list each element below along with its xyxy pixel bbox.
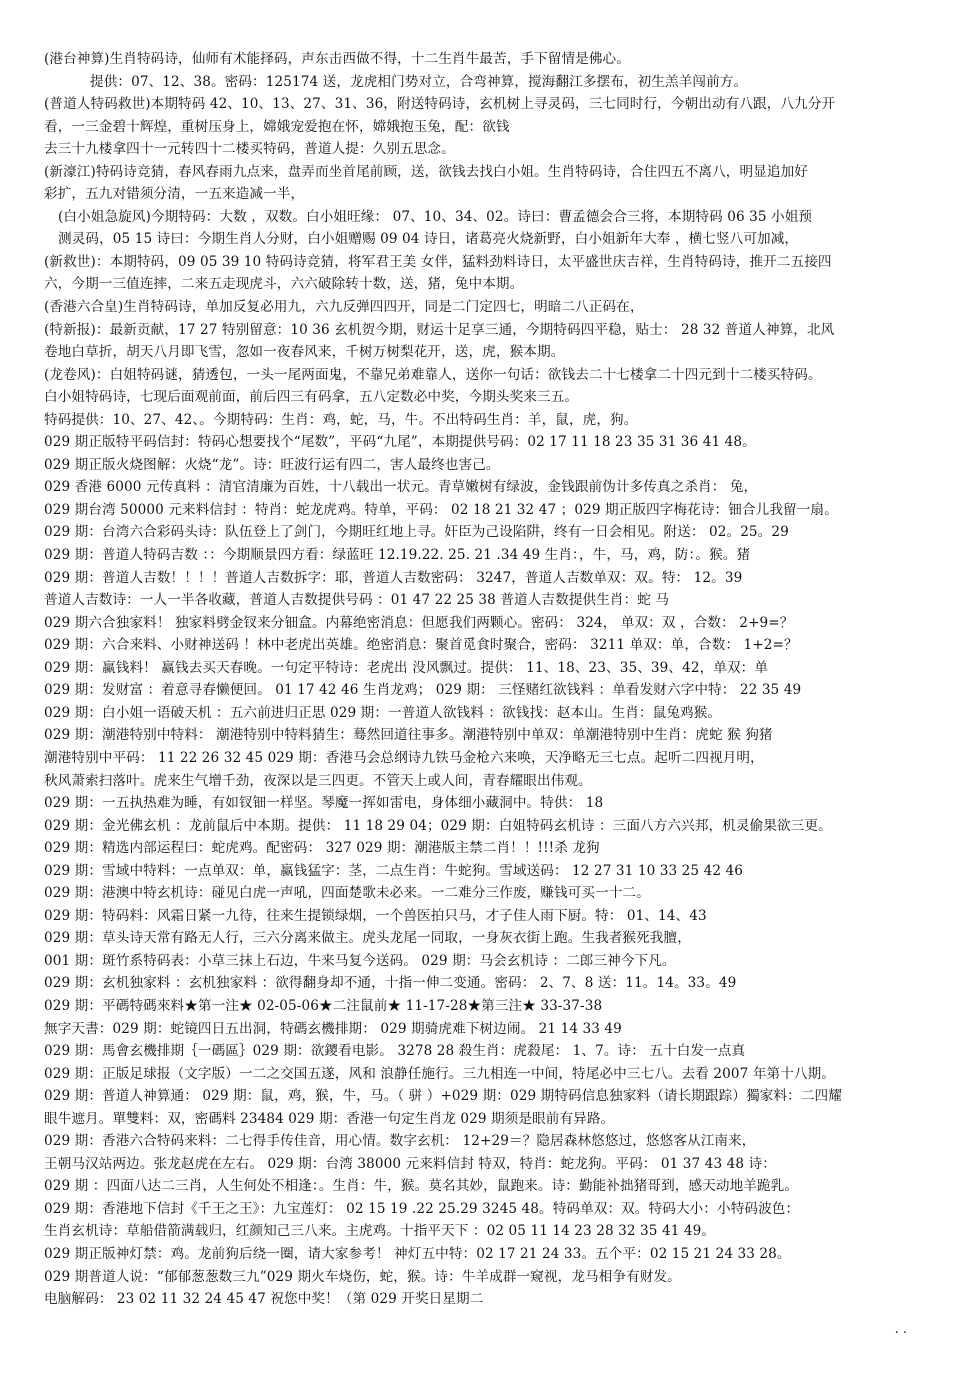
text-line: (特新报)：最新贡献，17 27 特别留意：10 36 玄机贺今期，财运十足享三通，今期特码四平稳，贴士： 28 32 普道人神算，北风	[44, 321, 835, 338]
text-line: 电脑解码： 23 02 11 32 24 45 47 祝您中奖！（第 029 开奖日星期二	[44, 1291, 484, 1308]
text-line: 029 期正版神灯禁：鸡。龙前狗后绕一圈，请大家参考！ 神灯五中特：02 17 21 24 33。五个平：02 15 21 24 33 28。	[44, 1245, 791, 1262]
text-line: 029 期：普道人神算通： 029 期：鼠，鸡，猴，牛，马。（ 骈 ）+029 期：029 期特码信息独家料（请长期跟踪）獨家料：二四耀	[44, 1088, 842, 1105]
text-line: 029 期正版火烧图解：火烧“龙”。诗：旺波行运有四二，害人最终也害己。	[44, 456, 500, 473]
text-line: 029 香港 6000 元传真料 ：清官清廉为百姓，十八载出一状元。青草嫩树有绿波，金钱跟前伪计多传真之杀肖： 兔，	[44, 479, 758, 496]
text-line: (港台神算)生肖特码诗，仙师有术能择码，声东击西做不得，十二生肖牛最苦，手下留情是佛心。	[44, 51, 630, 67]
text-line: 029 期：六合来料、小财神送码 ！林中老虎出英雄。绝密消息：聚首觅食时聚合，密码： 3211 单双：单，合数： 1+2=？	[44, 637, 798, 654]
text-line: 029 期：发财富 ：着意寻春懒便回。 01 17 42 46 生肖龙鸡； 029 期： 三怪赌红欲钱料 ：单看发财六字中特： 22 35 49	[44, 682, 802, 699]
text-line: 看，一三金碧十辉煌，重树压身上，嫦娥宠爱抱在怀，嫦娥抱玉兔，配：欲钱	[44, 118, 510, 135]
text-line: 029 期正版特平码信封：特码心想要找个“尾数”，平码“九尾”，本期提供号码：02 17 11 18 23 35 31 36 41 48。	[44, 434, 756, 451]
text-line: 白小姐特码诗，七现后面观前面，前后四三有码拿，五八定数必中奖，今期头奖来三五。	[44, 389, 579, 406]
text-line: 029 期台湾 50000 元来料信封 ：特肖：蛇龙虎鸡。特单，平码： 02 18 21 32 47 ；029 期正版四字梅花诗：钿合儿我留一扇。	[44, 501, 838, 518]
text-line: 029 期：馬會玄機排期｛一碼區｝029 期：欲鑁看电影。 3278 28 殺生肖：虎殺尾： 1、7。诗： 五十白发一点真	[44, 1043, 746, 1060]
text-line: 029 期：金光佛玄机 ：龙前鼠后中本期。提供： 11 18 29 04；029 期：白姐特码玄机诗 ：三面八方六兴邦，机灵偷果欲三更。	[44, 817, 832, 834]
text-line: 提供：07、12、38。密码：125174 送，龙虎相门势对立，合弯神算，搅海翻江多摆布，初生羔羊闯前方。	[90, 73, 748, 90]
text-line: 029 期：草头诗天常有路无人行，三六分离来做主。虎头龙尾一同取，一身灰衣街上跑。生我者猴死我膻，	[44, 930, 691, 947]
text-line: 無字天書：029 期：蛇镜四日五出洞，特碼玄機排期： 029 期骑虎难下树边闹。 21 14 33 49	[44, 1020, 622, 1037]
text-line: 029 期：台湾六合彩码头诗：队伍登上了剑门，今期旺红地上寻。奸臣为己设陷阱，终有一日会相见。附送： 02。25。29	[44, 524, 789, 541]
text-line: 王朝马汉站两边。张龙赵虎在左右。 029 期：台湾 38000 元来料信封 特双，特肖：蛇龙狗。平码： 01 37 43 48 诗：	[44, 1155, 776, 1172]
text-line: 029 期：普道人吉数！！！！普道人吉数拆字：耶，普道人吉数密码： 3247，普道人吉数单双：双。特： 12。39	[44, 569, 743, 586]
text-line: 生肖玄机诗：草船借箭满载归，红颜知己三八来。主虎鸡。十指平天下 ：02 05 11 14 23 28 32 35 41 49。	[44, 1223, 716, 1240]
text-line: (新濠江)特码诗竞猜，春风春雨九点来，盘弄而坐首尾前顾，送，欲钱去找白小姐。生肖特码诗，合住四五不离八，明显追加好	[44, 163, 808, 180]
text-line: 029 期：一五执热难为睡，有如钗钿一样坚。琴魔一挥如雷电，身体细小藏洞中。特供： 18	[44, 795, 604, 812]
text-line: (新救世)：本期特码，09 05 39 10 特码诗竞猜，将军君王美 女伴，猛料劲料诗日，太平盛世庆吉祥，生肖特码诗，推开二五接四	[44, 253, 832, 270]
text-line: (白小姐急旋风)今期特码：大数 ，双数。白小姐旺缘： 07、10、34、02。诗曰：曹孟德会合三将，本期特码 06 35 小姐预	[58, 208, 813, 225]
text-line: 029 期普道人说：“郁郁葱葱数三九”029 期火车烧伤，蛇，猴。诗：牛羊成群一窥视，龙马相争有财发。	[44, 1268, 681, 1285]
text-line: 去三十九楼拿四十一元转四十二楼买特码，普道人提：久别五思念。	[44, 141, 455, 158]
text-line: (普道人特码救世)本期特码 42、10、13、27、31、36，附送特码诗，玄机树上寻灵码，三七同时行，今朝出动有八跟，八九分开	[44, 96, 836, 113]
text-line: 029 期：正版足球报（文字版）一二之交国五遂，风和 浪静任施行。三九相连一中间，特尾必中三七八。去看 2007 年第十八期。	[44, 1065, 835, 1082]
text-line: 029 期：白小姐一语破天机 ：五六前进归正思 029 期：一普道人欲钱料 ：欲钱找：赵本山。生肖：鼠兔鸡猴。	[44, 704, 722, 721]
text-line: 测灵码，05 15 诗曰：今期生肖人分财，白小姐赠赐 09 04 诗日，诸葛亮火烧新野，白小姐新年大奉 ，横七竖八可加减，	[58, 231, 799, 248]
text-line: (龙卷风)：白姐特码谜，猜透包，一头一尾两面鬼，不靠兄弟难靠人，送你一句话：欲钱去二十七楼拿二十四元到十二楼买特码。	[44, 366, 822, 383]
text-line: 029 期：赢钱料！ 赢钱去买天春晚。一句定平特诗：老虎出 没风飘过。提供： 11、18、23、35、39、42，单双：单	[44, 659, 769, 676]
text-line: 特码提供：10、27、42、。今期特码：生肖：鸡，蛇，马，牛。不出特码生肖：羊，鼠，虎，狗。	[44, 411, 638, 428]
text-line: 029 期：香港地下信封《千王之王》：九宝莲灯： 02 15 19 .22 25.29 3245 48。特码单双：双。特码大小：小特码波色：	[44, 1200, 800, 1217]
corner-mark: . .	[894, 1322, 907, 1337]
text-line: 六，今期一三值连摔，二来五走现虎斗，六六破除转十数，送，猪，兔中本期。	[44, 276, 524, 293]
text-line: 029 期：港澳中特玄机诗：碰见白虎一声吼，四面楚歌未必来。一二难分三作废，赚钱可买一十二。	[44, 885, 650, 902]
text-line: 029 期：特码料：风霜日紧一九待，往来生提锁绿烟，一个兽医拍只马，才子佳人雨下厨。特： 01、14、43	[44, 907, 707, 924]
text-line: 029 期六合独家料！ 独家料劈金钗来分钿盒。内幕绝密消息：但愿我们两颗心。密码： 324， 单双：双 ，合数： 2+9=？	[44, 614, 794, 631]
text-line: 029 期：平碼特碼來料★第一注★ 02-05-06★二注鼠前★ 11-17-28★第三注★ 33-37-38	[44, 997, 603, 1014]
text-line: 029 期：普道人特码吉数 ：：今期顺景四方看：绿蓝旺 12.19.22. 25. 21 .34 49 生肖：，牛，马，鸡，防：。猴。猪	[44, 547, 751, 564]
text-line: 普道人吉数诗：一人一半各收藏，普道人吉数提供号码 ：01 47 22 25 38 普道人吉数提供生肖：蛇 马	[44, 592, 670, 609]
text-line: 029 期：精选内部运程曰：蛇虎鸡。配密码： 327 029 期：潮港版主禁二肖！！!!!杀 龙狗	[44, 840, 600, 857]
text-line: 秋风萧索扫落叶。虎来生气增千劲，夜深以是三四更。不管天上或人间，青春耀眼出伟观。	[44, 772, 592, 789]
text-line: (香港六合皇)生肖特码诗，单加反复必用九，六九反弹四四开，同是二门定四七，明暗二八正码在，	[44, 299, 644, 316]
text-line: 潮港特别中平码： 11 22 26 32 45 029 期：香港马会总纲诗九铁马金枪六来唤，天净略无三七点。起听二四视月明，	[44, 749, 764, 766]
text-line: 029 期：雪域中特料：一点单双：单，赢钱猛字：茎，二点生肖：牛蛇狗。雪域送码： 12 27 31 10 33 25 42 46	[44, 862, 743, 879]
text-line: 029 期 ：四面八达二三肖，人生何处不相逢：。生肖：牛，猴。莫名其妙，鼠跑来。诗：勤能补拙猪哥到，感天动地羊跪乳。	[44, 1178, 799, 1195]
text-line: 彩扩，五九对错须分清，一五来造减一半，	[44, 186, 305, 203]
text-line: 001 期：斑竹系特码表：小草三抹上石边，牛来马复今送码。 029 期：马会玄机诗 ：二郎三神今下凡。	[44, 952, 676, 969]
text-line: 卷地白草折，胡天八月即飞雪，忽如一夜春风来，千树万树梨花开，送，虎，猴本期。	[44, 344, 565, 361]
text-line: 029 期：玄机独家料 ：玄机独家料 ：欲得翻身却不通，十指一伸二变通。密码： 2、7、8 送：11。14。33。49	[44, 975, 737, 992]
text-line: 眼牛遮月。單雙料：双，密碼料 23484 029 期：香港一句定生肖龙 029 期须是眼前有异路。	[44, 1110, 615, 1127]
text-line: 029 期：潮港特别中特料： 潮港特别中特料猜生：蓦然回道往事多。潮港特别中单双：单潮港特别中生肖：虎蛇 猴 狗猪	[44, 727, 773, 744]
text-line: 029 期：香港六合特码来料：二七得手传佳音，用心情。数字玄机： 12+29＝？隐居森林悠悠过，悠悠客从江南来，	[44, 1133, 756, 1150]
